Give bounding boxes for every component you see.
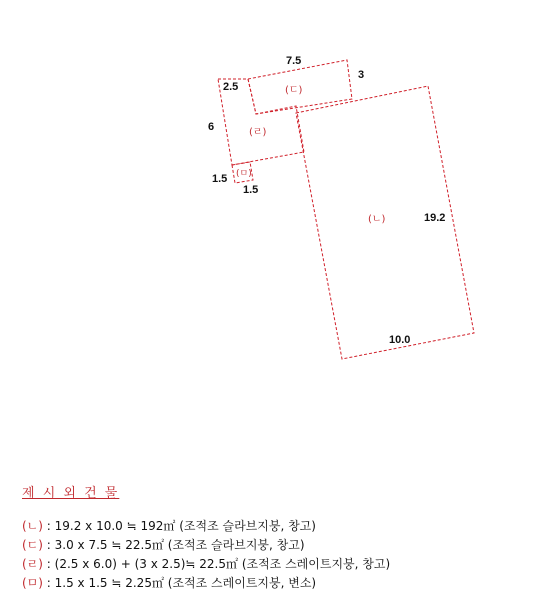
dim-d-length: 7.5	[286, 55, 302, 67]
dim-r-height: 6	[208, 121, 215, 133]
dim-n-height: 19.2	[424, 212, 446, 224]
legend-text: : 3.0 x 7.5 ≒ 22.5㎡ (조적조 슬라브지붕, 창고)	[42, 538, 305, 552]
legend-tag: (ㄷ)	[22, 538, 43, 552]
parcel-d-label: (ㄷ)	[285, 85, 303, 96]
legend-title: 제 시 외 건 물	[22, 486, 120, 501]
legend-text: : (2.5 x 6.0) + (3 x 2.5)≒ 22.5㎡ (조적조 스레이트지붕, 창고)	[42, 557, 391, 571]
parcel-r-label: (ㄹ)	[249, 127, 267, 138]
dim-d-depth: 3	[358, 69, 365, 81]
legend-item-r	[22, 555, 522, 574]
legend-text: : 1.5 x 1.5 ≒ 2.25㎡ (조적조 스레이트지붕, 변소)	[42, 576, 317, 590]
legend-item-d	[22, 536, 522, 555]
legend-tag: (ㄴ)	[22, 519, 43, 533]
legend-tag: (ㄹ)	[22, 557, 43, 571]
parcel-n-label: (ㄴ)	[368, 214, 386, 225]
dim-d-step: 2.5	[223, 81, 239, 93]
parcel-m-label: (ㅁ)	[236, 169, 252, 179]
building-legend	[22, 482, 522, 593]
dim-m-width: 1.5	[243, 184, 259, 196]
dim-n-width: 10.0	[389, 334, 411, 346]
legend-text: : 19.2 x 10.0 ≒ 192㎡ (조적조 슬라브지붕, 창고)	[42, 519, 316, 533]
dim-m-height: 1.5	[212, 173, 228, 185]
legend-item-n	[22, 517, 522, 536]
legend-item-m	[22, 574, 522, 593]
legend-tag: (ㅁ)	[22, 576, 43, 590]
